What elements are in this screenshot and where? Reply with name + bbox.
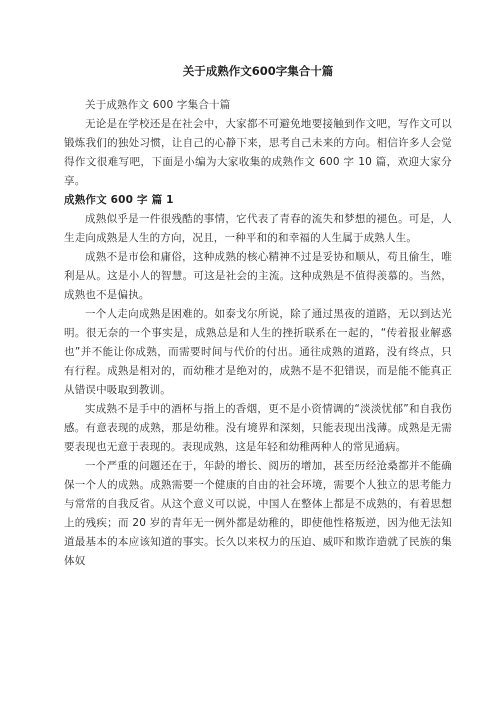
section-heading: 成熟作文 600 字 篇 1 <box>64 194 174 206</box>
body-paragraph-5: 一个严重的问题还在于，年龄的增长、阅历的增加，甚至历经沧桑都并不能确保一个人的成熟。成熟需要一个健康的自由的社会环境，需要个人独立的思考能力与常常的自我反省。从这个意义可以说，中国人在整体上都是不成熟的，有着思想上的残疾；而 20 岁的青年无一例外都是幼稚的，即使他性格叛逆，因为他无法知道最基本的本应该知道的事实。长久以来权力的压迫、威吓和欺诈造就了民族的集体奴 <box>64 460 452 567</box>
intro-paragraph: 无论是在学校还是在社会中，大家都不可避免地要接触到作文吧，写作文可以锻炼我们的独处习惯，让自己的心静下来，思考自己未来的方向。相信许多人会觉得作文很难写吧，下面是小编为大家收集的成熟作文 600 字 10 篇，欢迎大家分享。 <box>64 118 452 187</box>
document-body <box>64 96 452 571</box>
body-paragraph-3: 一个人走向成熟是困难的。如泰戈尔所说，除了通过黑夜的道路，无以到达光明。很无奈的一个事实是，成熟总是和人生的挫折联系在一起的，“传着报业解惑也”并不能让你成熟，而需要时间与代价的付出。通往成熟的道路，没有终点，只有行程。成熟是相对的，而幼稚才是绝对的，成熟不是不犯错误，而是能不能真正从错误中吸取到教训。 <box>64 308 452 396</box>
body-paragraph-2: 成熟不是市侩和庸俗，这种成熟的核心精神不过是妥协和顺从，苟且偷生，唯利是从。这是小人的智慧。可这是社会的主流。这种成熟是不值得羡慕的。当然，成熟也不是偏执。 <box>64 251 452 301</box>
body-paragraph-1: 成熟似乎是一件很残酷的事情，它代表了青春的流失和梦想的褪色。可是，人生走向成熟是人生的方向，况且，一种平和的和幸福的人生属于成熟人生。 <box>64 213 452 244</box>
body-paragraph-4: 实成熟不是手中的酒杯与指上的香烟，更不是小资情调的“淡淡忧郁”和自我伤感。有意表现的成熟，那是幼稚。没有境界和深刻，只能表现出浅薄。成熟是无需要表现也无意于表现的。表现成熟，这是年轻和幼稚两种人的常见通病。 <box>64 403 452 453</box>
document-subtitle: 关于成熟作文 600 字集合十篇 <box>85 99 231 111</box>
document-title: 关于成熟作文600字集合十篇 <box>182 64 334 78</box>
